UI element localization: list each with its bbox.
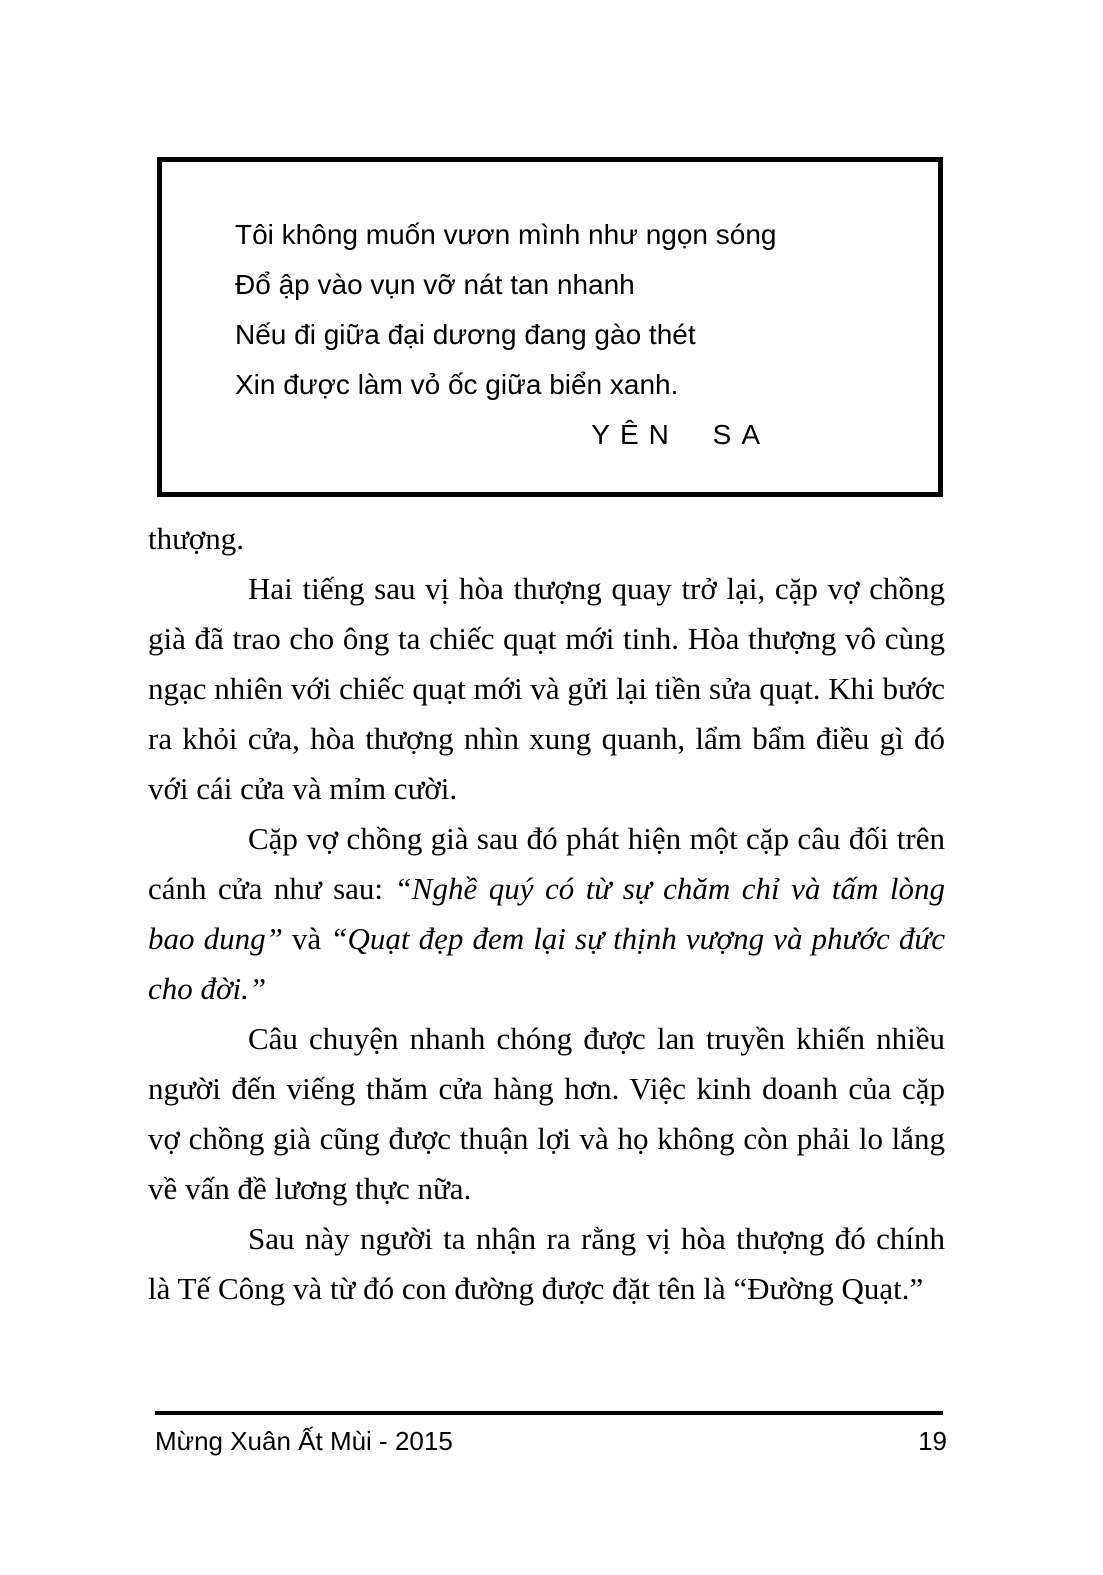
poem-line: Xin được làm vỏ ốc giữa biển xanh.	[235, 369, 679, 400]
page-footer	[155, 1411, 947, 1458]
paragraph: Hai tiếng sau vị hòa thượng quay trở lại, cặp vợ chồng già đã trao cho ông ta chiếc quạt mới tinh. Hòa thượng vô cùng ngạc nhiên với chiếc quạt mới và gửi lại tiền sửa quạt. Khi bước ra khỏi cửa, hòa thượng nhìn xung quanh, lẩm bẩm điều gì đó với cái cửa và mỉm cười.	[148, 571, 945, 806]
poem-line: Tôi không muốn vươn mình như ngọn sóng	[235, 219, 777, 250]
quote-couplet-2: “Quạt đẹp đem lại sự thịnh vượng và phước đức cho đời.”	[148, 921, 945, 1006]
body-text	[148, 514, 945, 1314]
paragraph-segment: và	[282, 921, 331, 956]
paragraph-with-quotes	[148, 814, 945, 1014]
paragraph-continuation: thượng.	[148, 521, 245, 556]
poem-line: Đổ ập vào vụn vỡ nát tan nhanh	[235, 269, 635, 300]
footer-divider	[155, 1411, 943, 1415]
quote-couplet-1: “Nghề quý có từ sự chăm chỉ và tấm lòng bao dung”	[148, 871, 946, 956]
paragraph: Sau này người ta nhận ra rằng vị hòa thượng đó chính là Tế Công và từ đó con đường được đặt tên là “Đường Quạt.”	[148, 1221, 945, 1306]
paragraph-segment: Cặp vợ chồng già sau đó phát hiện một cặp câu đối trên cánh cửa như sau:	[148, 821, 945, 906]
footer-publication-title: Mừng Xuân Ất Mùi - 2015	[155, 1426, 453, 1456]
footer-row	[155, 1424, 947, 1458]
poem-author: YÊN SA	[591, 419, 770, 450]
poem-line: Nếu đi giữa đại dương đang gào thét	[235, 319, 696, 350]
footer-page-number: 19	[918, 1426, 947, 1456]
paragraph: Câu chuyện nhanh chóng được lan truyền khiến nhiều người đến viếng thăm cửa hàng hơn. Việc kinh doanh của cặp vợ chồng già cũng được thuận lợi và họ không còn phải lo lắng về vấn đề lương thực nữa.	[148, 1021, 945, 1206]
poem-box	[157, 157, 943, 497]
poem-lines	[162, 162, 938, 460]
